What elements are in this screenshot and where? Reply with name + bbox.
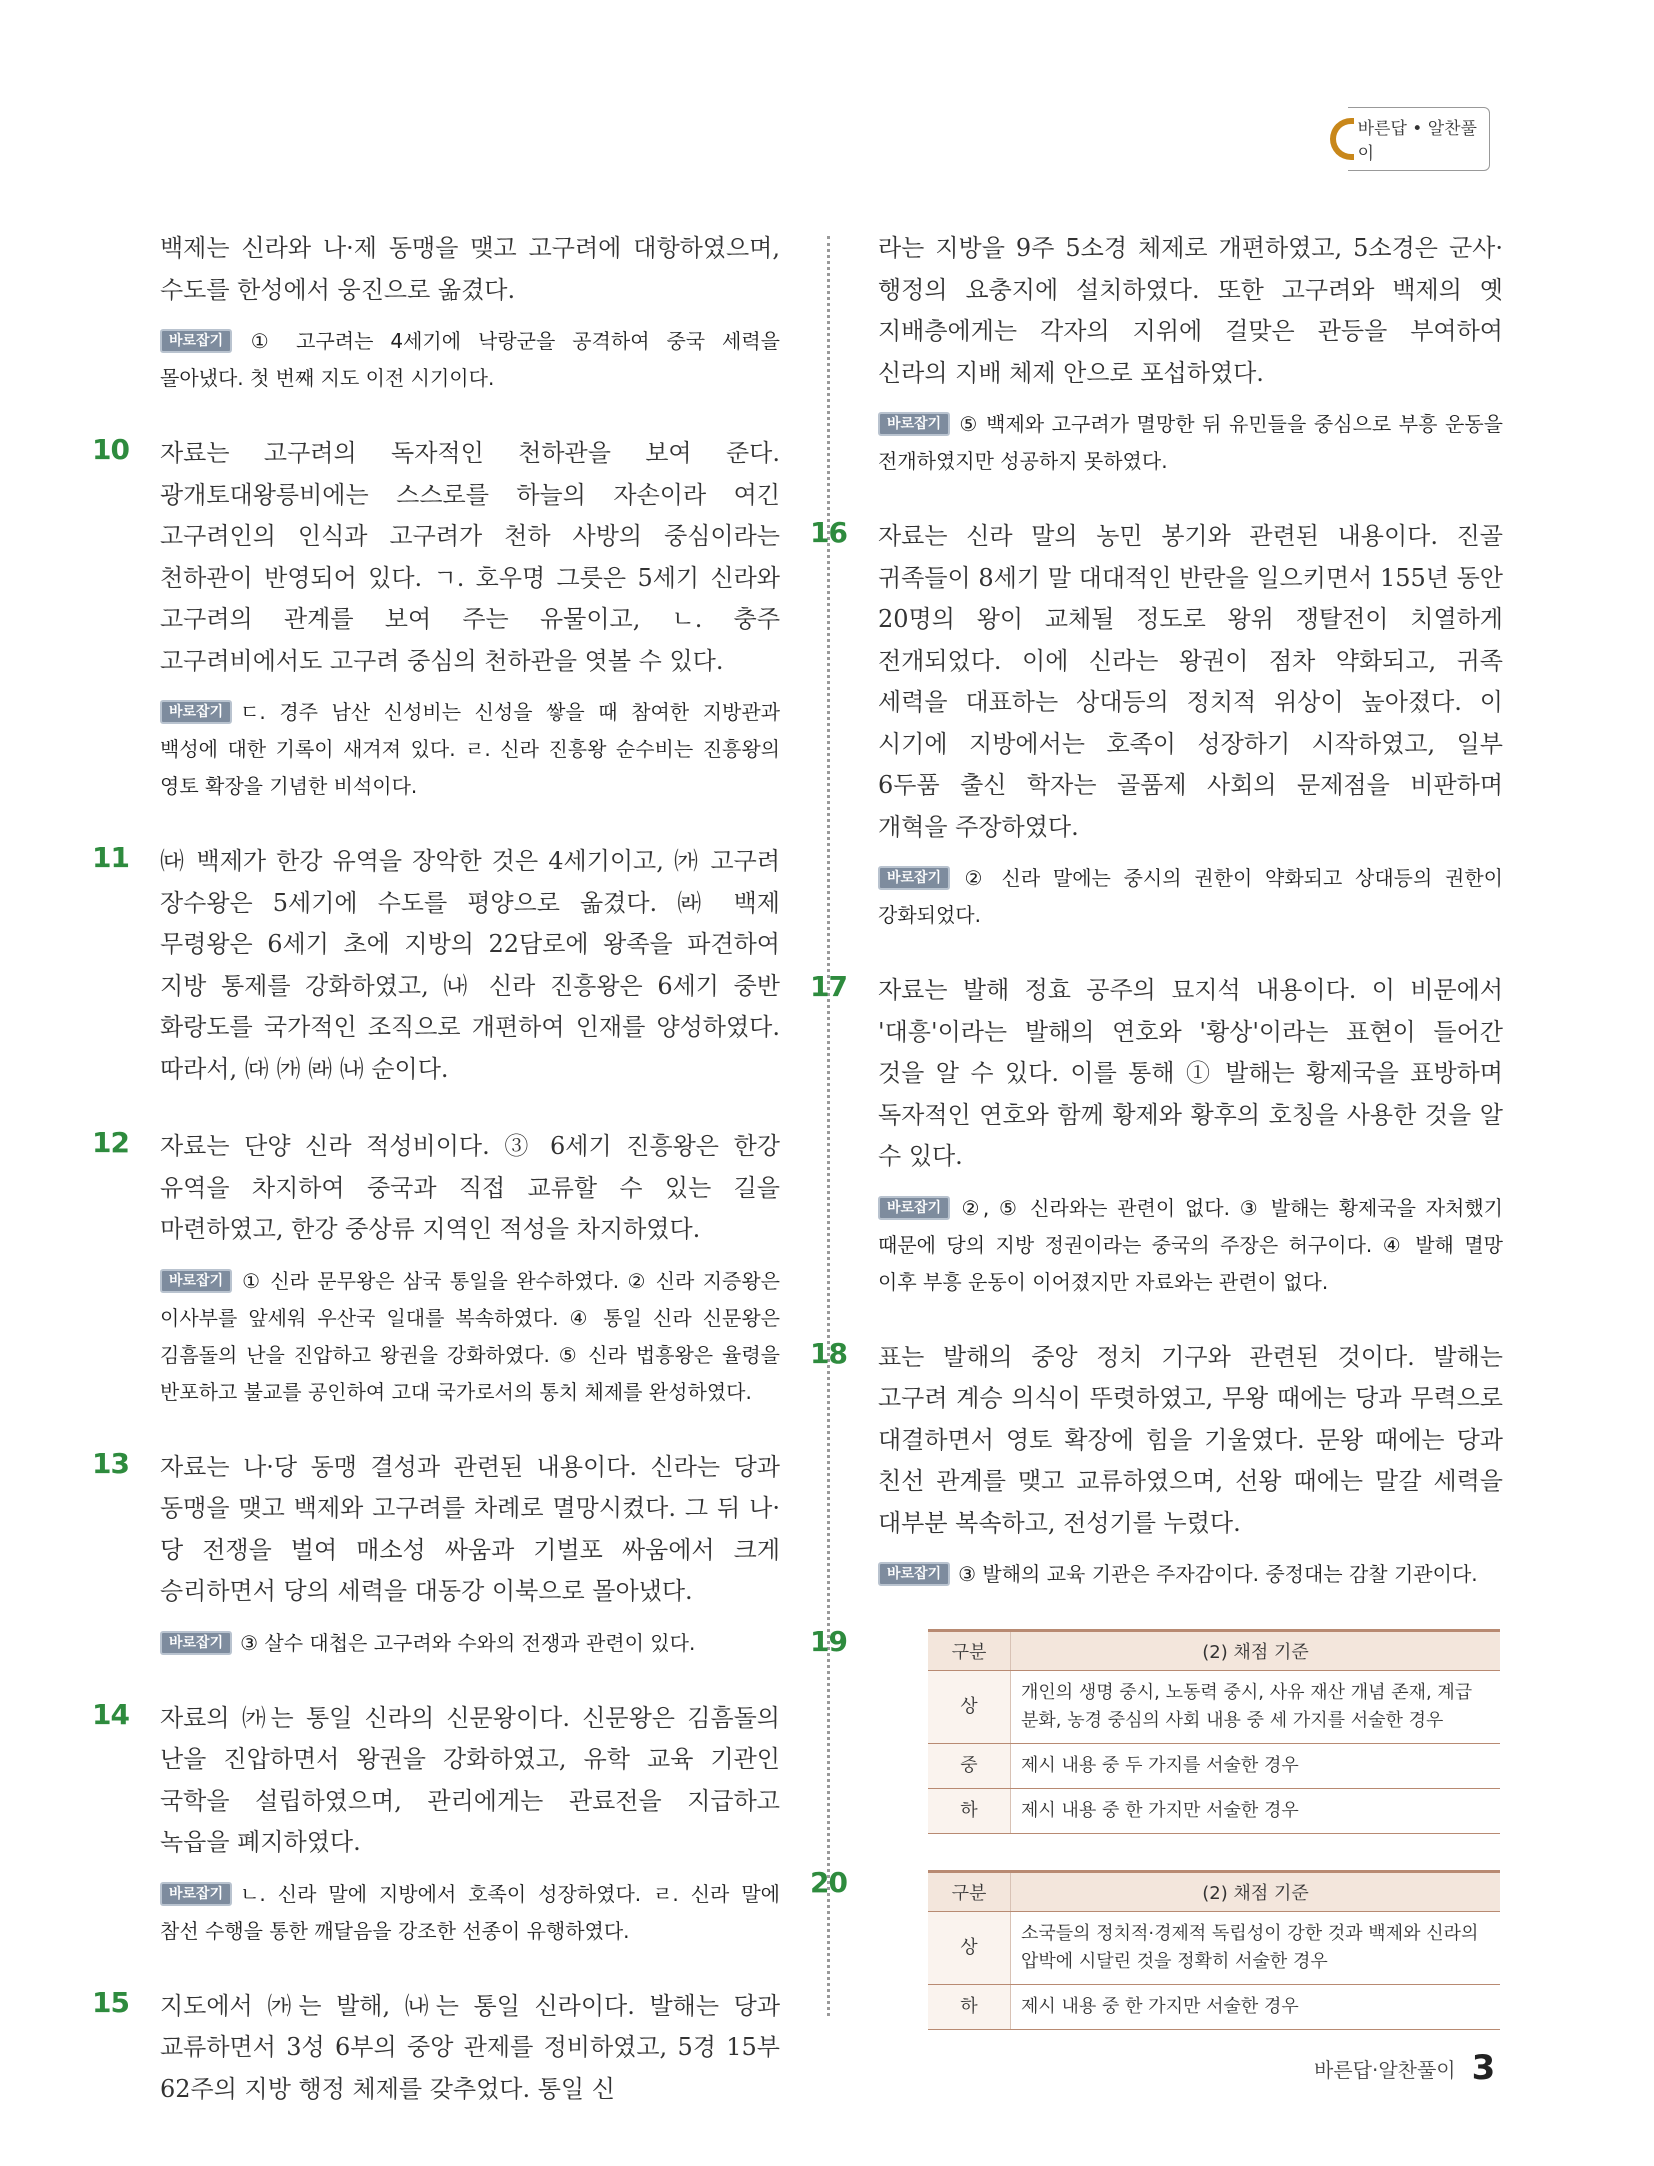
question-number: 15	[92, 1985, 129, 2019]
correction-badge: 바로잡기	[878, 1562, 950, 1586]
correction-note	[878, 1190, 1503, 1301]
correction-badge: 바로잡기	[160, 329, 232, 353]
item-15	[92, 1985, 780, 2111]
header-title: 바른답 • 알찬풀이	[1348, 107, 1490, 171]
scoring-table	[928, 1629, 1500, 1834]
correction-badge: 바로잡기	[160, 1631, 232, 1655]
correction-text: ⑤ 백제와 고구려가 멸망한 뒤 유민들을 중심으로 부흥 운동을 전개하였지만 성공하지 못하였다.	[878, 412, 1503, 473]
table-header-level: 구분	[928, 1872, 1011, 1912]
correction-note	[160, 1625, 780, 1662]
criteria-cell: 제시 내용 중 한 가지만 서술한 경우	[1011, 1789, 1501, 1834]
header-tag	[1330, 118, 1490, 164]
answer-text: 표는 발해의 중앙 정치 기구와 관련된 것이다. 발해는 고구려 계승 의식이 뚜렷하였고, 무왕 때에는 당과 무력으로 대결하면서 영토 확장에 힘을 기울였다. 문왕 때에는 당과 친선 관계를 맺고 교류하였으며, 선왕 때에는 말갈 세력을 대부분 복속하고, 전성기를 누렸다.	[878, 1342, 1503, 1537]
level-cell: 상	[928, 1671, 1011, 1744]
level-cell: 상	[928, 1912, 1011, 1985]
criteria-cell: 제시 내용 중 한 가지만 서술한 경우	[1011, 1985, 1501, 2030]
correction-badge: 바로잡기	[878, 412, 950, 436]
correction-badge: 바로잡기	[878, 866, 950, 890]
item-10	[92, 433, 780, 805]
correction-text: ③ 발해의 교육 기관은 주자감이다. 중정대는 감찰 기관이다.	[958, 1562, 1478, 1586]
correction-note	[878, 860, 1503, 934]
question-number: 20	[810, 1866, 847, 1899]
column-divider	[827, 236, 830, 2016]
right-column	[810, 228, 1503, 2066]
question-number: 19	[810, 1625, 847, 1658]
level-cell: 하	[928, 1985, 1011, 2030]
correction-note	[160, 1263, 780, 1411]
answer-text: 자료는 고구려의 독자적인 천하관을 보여 준다. 광개토대왕릉비에는 스스로를 하늘의 자손이라 여긴 고구려인의 인식과 고구려가 천하 사방의 중심이라는 천하관이 반영되어 있다. ㄱ. 호우명 그릇은 5세기 신라와 고구려의 관계를 보여 주는 유물이고, ㄴ. 충주 고구려비에서도 고구려 중심의 천하관을 엿볼 수 있다.	[160, 439, 780, 675]
item-13	[92, 1446, 780, 1662]
correction-note	[878, 406, 1503, 480]
table-header-level: 구분	[928, 1631, 1011, 1671]
correction-text: ① 고구려는 4세기에 낙랑군을 공격하여 중국 세력을 몰아냈다. 첫 번째 지도 이전 시기이다.	[160, 329, 780, 390]
answer-text: 백제는 신라와 나·제 동맹을 맺고 고구려에 대항하였으며, 수도를 한성에서 웅진으로 옮겼다.	[160, 234, 780, 304]
correction-text: ②, ⑤ 신라와는 관련이 없다. ③ 발해는 황제국을 자처했기 때문에 당의 지방 정권이라는 중국의 주장은 허구이다. ④ 발해 멸망 이후 부흥 운동이 이어졌지만 자료와는 관련이 없다.	[878, 1195, 1503, 1294]
page-footer	[1314, 2048, 1495, 2088]
table-row	[928, 1985, 1500, 2030]
correction-badge: 바로잡기	[160, 700, 232, 724]
correction-text: ㄴ. 신라 말에 지방에서 호족이 성장하였다. ㄹ. 신라 말에 참선 수행을 통한 깨달음을 강조한 선종이 유행하였다.	[160, 1881, 780, 1943]
correction-text: ② 신라 말에는 중시의 권한이 약화되고 상대등의 권한이 강화되었다.	[878, 866, 1503, 927]
criteria-cell: 개인의 생명 중시, 노동력 중시, 사유 재산 개념 존재, 계급 분화, 농경 중심의 사회 내용 중 세 가지를 서술한 경우	[1011, 1671, 1501, 1744]
answer-text: 자료는 신라 말의 농민 봉기와 관련된 내용이다. 진골 귀족들이 8세기 말 대대적인 반란을 일으키면서 155년 동안 20명의 왕이 교체될 정도로 왕위 쟁탈전이 치열하게 전개되었다. 이에 신라는 왕권이 점차 약화되고, 귀족 세력을 대표하는 상대등의 정치적 위상이 높아졌다. 이 시기에 지방에서는 호족이 성장하기 시작하였고, 일부 6두품 출신 학자는 골품제 사회의 문제점을 비판하며 개혁을 주장하였다.	[878, 522, 1503, 841]
correction-badge: 바로잡기	[878, 1196, 950, 1220]
question-number: 10	[92, 433, 129, 466]
item-14	[92, 1697, 780, 1950]
item-20	[810, 1866, 1503, 2030]
table-row	[928, 1912, 1500, 1985]
left-column	[92, 228, 780, 2146]
level-cell: 하	[928, 1789, 1011, 1834]
correction-text: ③ 살수 대첩은 고구려와 수와의 전쟁과 관련이 있다.	[240, 1630, 696, 1655]
answer-text: 자료의 ㈎는 통일 신라의 신문왕이다. 신문왕은 김흠돌의 난을 진압하면서 왕권을 강화하였고, 유학 교육 기관인 국학을 설립하였으며, 관리에게는 관료전을 지급하고 녹읍을 폐지하였다.	[160, 1703, 780, 1856]
item-12	[92, 1126, 780, 1411]
level-cell: 중	[928, 1744, 1011, 1789]
criteria-cell: 제시 내용 중 두 가지를 서술한 경우	[1011, 1744, 1501, 1789]
answer-text: 지도에서 ㈎는 발해, ㈏는 통일 신라이다. 발해는 당과 교류하면서 3성 6부의 중앙 관제를 정비하였고, 5경 15부 62주의 지방 행정 체제를 갖추었다. 통일 신	[160, 1991, 780, 2103]
page-number: 3	[1471, 2048, 1496, 2088]
item-11	[92, 841, 780, 1090]
question-number: 16	[810, 516, 847, 549]
question-number: 11	[92, 841, 129, 874]
correction-text: ① 신라 문무왕은 삼국 통일을 완수하였다. ② 신라 지증왕은 이사부를 앞세워 우산국 일대를 복속하였다. ④ 통일 신라 신문왕은 김흠돌의 난을 진압하고 왕권을 강화하였다. ⑤ 신라 법흥왕은 율령을 반포하고 불교를 공인하여 고대 국가로서의 통치 체제를 완성하였다.	[160, 1268, 780, 1404]
scoring-table	[928, 1870, 1500, 2030]
item-18	[810, 1336, 1503, 1594]
table-header-criteria: (2) 채점 기준	[1011, 1631, 1501, 1671]
answer-text: 자료는 발해 정효 공주의 묘지석 내용이다. 이 비문에서 '대흥'이라는 발해의 연호와 '황상'이라는 표현이 들어간 것을 알 수 있다. 이를 통해 ① 발해는 황제국을 표방하며 독자적인 연호와 함께 황제와 황후의 호칭을 사용한 것을 알 수 있다.	[878, 976, 1503, 1170]
correction-note	[878, 1556, 1503, 1593]
correction-text: ㄷ. 경주 남산 신성비는 신성을 쌓을 때 참여한 지방관과 백성에 대한 기록이 새겨져 있다. ㄹ. 신라 진흥왕 순수비는 진흥왕의 영토 확장을 기념한 비석이다.	[160, 700, 780, 798]
table-row	[928, 1789, 1500, 1834]
question-number: 18	[810, 1336, 847, 1370]
answer-text: 자료는 단양 신라 적성비이다. ③ 6세기 진흥왕은 한강 유역을 차지하여 중국과 직접 교류할 수 있는 길을 마련하였고, 한강 중상류 지역인 적성을 차지하였다.	[160, 1132, 780, 1243]
correction-badge: 바로잡기	[160, 1269, 232, 1293]
table-row	[928, 1671, 1500, 1744]
table-row	[928, 1744, 1500, 1789]
question-number: 17	[810, 970, 847, 1003]
answer-text: 자료는 나·당 동맹 결성과 관련된 내용이다. 신라는 당과 동맹을 맺고 백제와 고구려를 차례로 멸망시켰다. 그 뒤 나·당 전쟁을 벌여 매소성 싸움과 기벌포 싸움에서 크게 승리하면서 당의 세력을 대동강 이북으로 몰아냈다.	[160, 1452, 780, 1605]
question-number: 14	[92, 1697, 129, 1731]
question-number: 12	[92, 1126, 129, 1159]
answer-text: 라는 지방을 9주 5소경 체제로 개편하였고, 5소경은 군사·행정의 요충지에 설치하였다. 또한 고구려와 백제의 옛 지배층에게는 각자의 지위에 걸맞은 관등을 부여하여 신라의 지배 체제 안으로 포섭하였다.	[878, 234, 1503, 387]
item-16	[810, 516, 1503, 934]
item-15-continued	[878, 228, 1503, 480]
item-19	[810, 1625, 1503, 1834]
correction-badge: 바로잡기	[160, 1882, 232, 1906]
table-header-criteria: (2) 채점 기준	[1011, 1872, 1501, 1912]
criteria-cell: 소국들의 정치적·경제적 독립성이 강한 것과 백제와 신라의 압박에 시달린 것을 정확히 서술한 경우	[1011, 1912, 1501, 1985]
answer-text: ㈐ 백제가 한강 유역을 장악한 것은 4세기이고, ㈎ 고구려 장수왕은 5세기에 수도를 평양으로 옮겼다. ㈑ 백제 무령왕은 6세기 초에 지방의 22담로에 왕족을 파견하여 지방 통제를 강화하였고, ㈏ 신라 진흥왕은 6세기 중반 화랑도를 국가적인 조직으로 개편하여 인재를 양성하였다. 따라서, ㈐ ㈎ ㈑ ㈏ 순이다.	[160, 847, 780, 1083]
correction-note	[160, 323, 780, 397]
item-09-continued	[160, 228, 780, 397]
item-17	[810, 970, 1503, 1301]
question-number: 13	[92, 1446, 129, 1480]
correction-note	[160, 1876, 780, 1950]
correction-note	[160, 694, 780, 805]
footer-label: 바른답·알찬풀이	[1314, 2057, 1456, 2082]
